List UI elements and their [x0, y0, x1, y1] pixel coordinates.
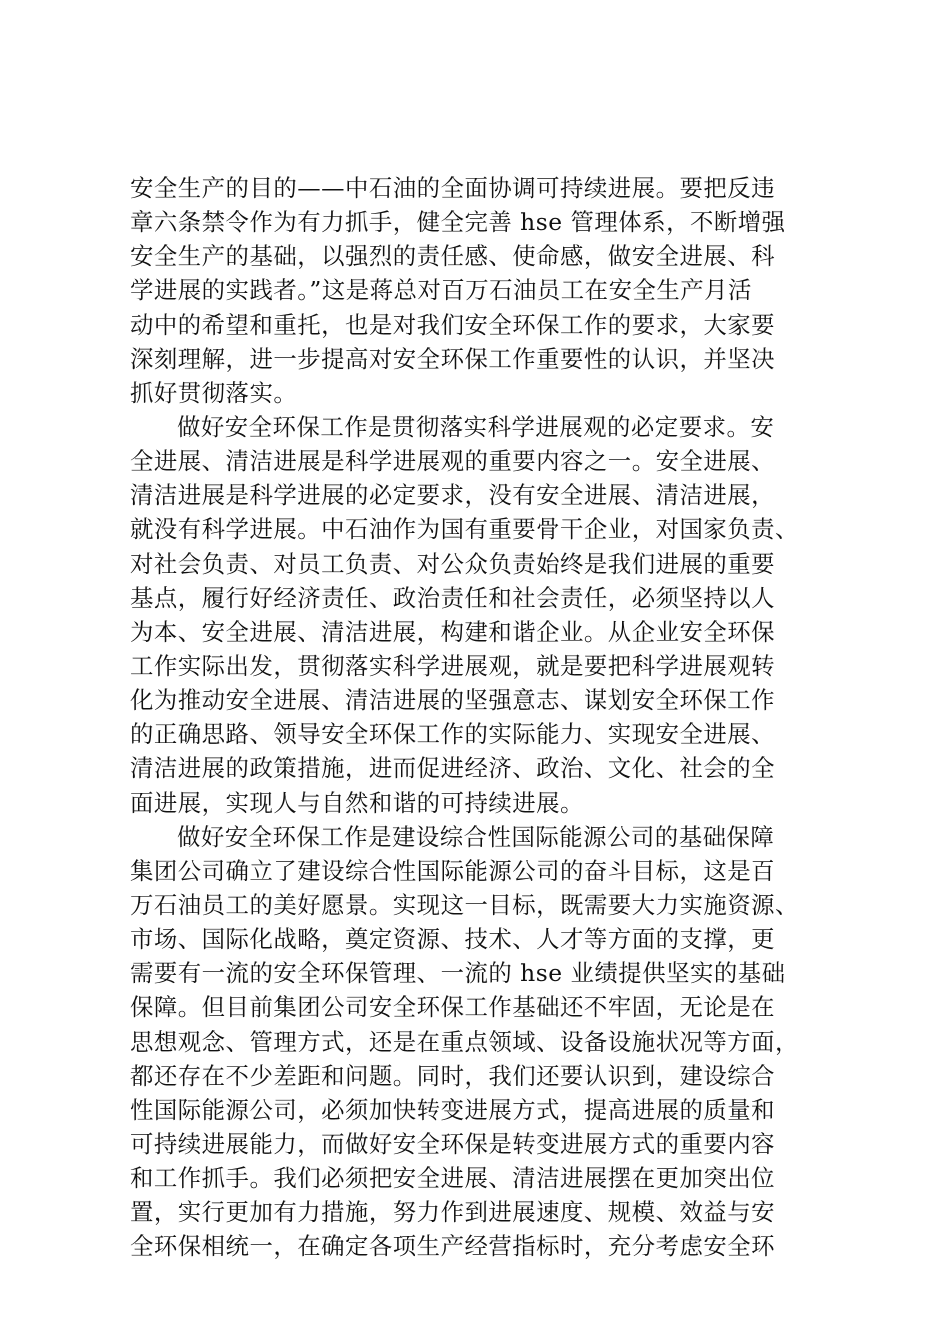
text-line: 基点，履行好经济责任、政治责任和社会责任，必须坚持以人: [130, 583, 776, 612]
text-line: 对社会负责、对员工负责、对公众负责始终是我们进展的重要: [130, 549, 776, 578]
document-body: [130, 171, 830, 1264]
text-line: 就没有科学进展。中石油作为国有重要骨干企业，对国家负责、: [130, 515, 799, 544]
text-line: 全进展、清洁进展是科学进展观的重要内容之一。安全进展、: [130, 447, 776, 476]
text-line: 清洁进展的政策措施，进而促进经济、政治、文化、社会的全: [130, 754, 776, 783]
text-line: 的正确思路、领导安全环保工作的实际能力、实现安全进展、: [130, 720, 776, 749]
text-line: 思想观念、管理方式，还是在重点领域、设备设施状况等方面，: [130, 1027, 799, 1056]
text-line: 全环保相统一，在确定各项生产经营指标时，充分考虑安全环: [130, 1232, 776, 1261]
text-line: 为本、安全进展、清洁进展，构建和谐企业。从企业安全环保: [130, 617, 776, 646]
text-line: 学进展的实践者。”这是蒋总对百万石油员工在安全生产月活: [130, 276, 752, 305]
paragraph-first-line: 做好安全环保工作是贯彻落实科学进展观的必定要求。安: [177, 412, 775, 441]
text-line: 保障。但目前集团公司安全环保工作基础还不牢固，无论是在: [130, 993, 776, 1022]
text-line: 和工作抓手。我们必须把安全进展、清洁进展摆在更加突出位: [130, 1164, 776, 1193]
text-line: 置，实行更加有力措施，努力作到进展速度、规模、效益与安: [130, 1198, 776, 1227]
text-line: 安全生产的目的——中石油的全面协调可持续进展。要把反违: [130, 174, 776, 202]
text-line: 集团公司确立了建设综合性国际能源公司的奋斗目标，这是百: [130, 856, 776, 885]
text-line: 化为推动安全进展、清洁进展的坚强意志、谋划安全环保工作: [130, 686, 776, 715]
text-line: 深刻理解，进一步提高对安全环保工作重要性的认识，并坚决: [130, 344, 776, 373]
text-line: 面进展，实现人与自然和谐的可持续进展。: [130, 788, 584, 817]
paragraph-first-line: 做好安全环保工作是建设综合性国际能源公司的基础保障: [177, 822, 775, 851]
text-line: 动中的希望和重托，也是对我们安全环保工作的要求，大家要: [130, 310, 776, 339]
text-line: 需要有一流的安全环保管理、一流的 hse 业绩提供坚实的基础: [130, 959, 786, 988]
text-line: 市场、国际化战略，奠定资源、技术、人才等方面的支撑，更: [130, 925, 776, 954]
text-line: 都还存在不少差距和问题。同时，我们还要认识到，建设综合: [130, 1061, 776, 1090]
text-line: 万石油员工的美好愿景。实现这一目标，既需要大力实施资源、: [130, 890, 799, 919]
text-line: 性国际能源公司，必须加快转变进展方式，提高进展的质量和: [130, 1095, 776, 1124]
text-line: 章六条禁令作为有力抓手，健全完善 hse 管理体系，不断增强: [130, 208, 786, 237]
text-line: 工作实际出发，贯彻落实科学进展观，就是要把科学进展观转: [130, 651, 776, 680]
text-line: 安全生产的基础，以强烈的责任感、使命感，做安全进展、科: [130, 242, 776, 271]
text-line: 清洁进展是科学进展的必定要求，没有安全进展、清洁进展，: [130, 481, 776, 510]
text-line: 可持续进展能力，而做好安全环保是转变进展方式的重要内容: [130, 1129, 776, 1158]
text-line: 抓好贯彻落实。: [130, 378, 298, 407]
